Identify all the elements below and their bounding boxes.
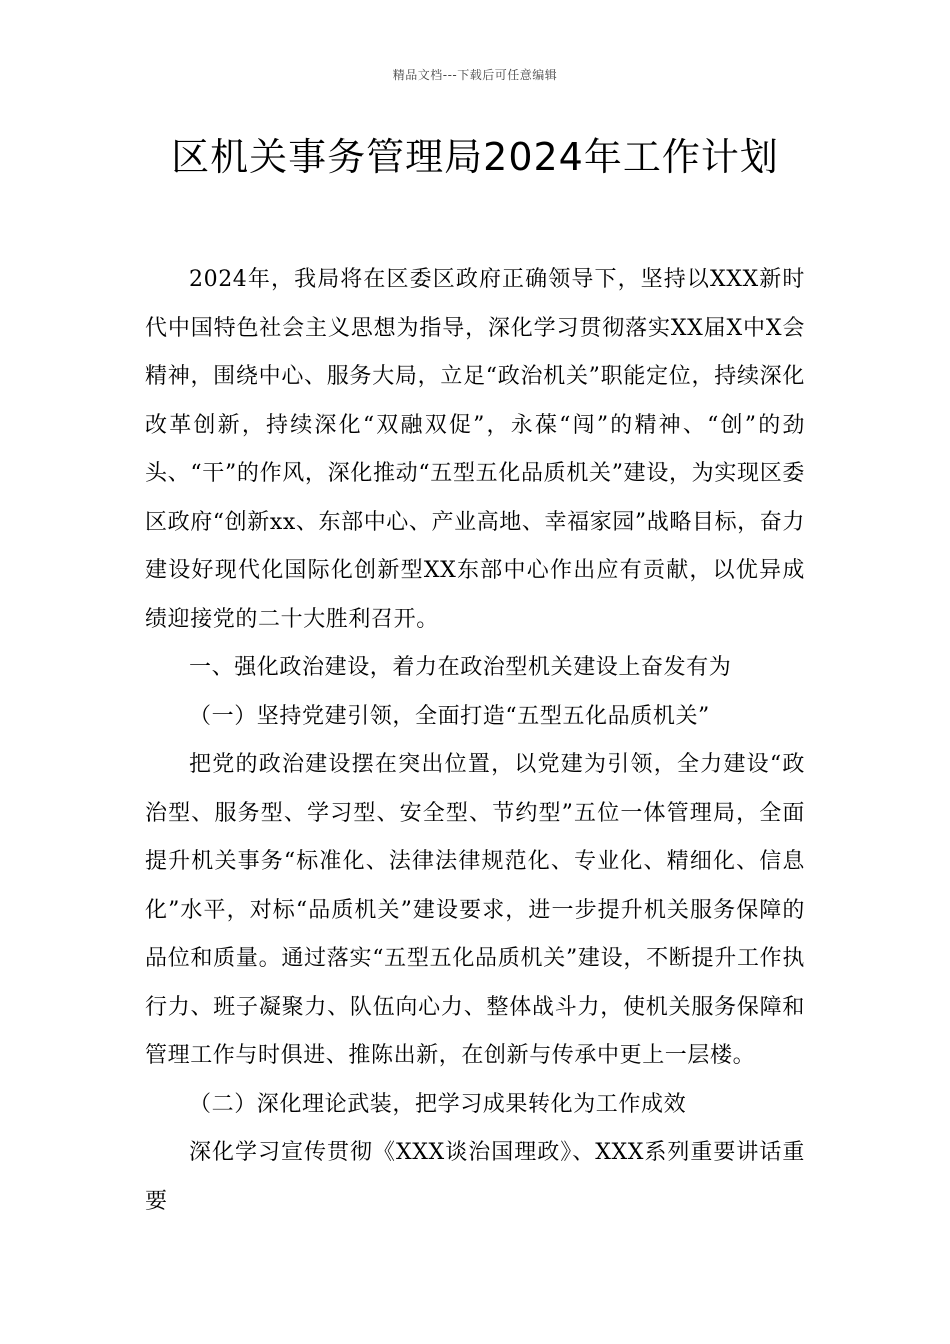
- body-paragraph-2: 深化学习宣传贯彻《XXX谈治国理政》、XXX系列重要讲话重要: [145, 1140, 805, 1214]
- body-paragraph-1: 把党的政治建设摆在突出位置，以党建为引领，全力建设“政治型、服务型、学习型、安全型、节约型”五位一体管理局，全面提升机关事务“标准化、法律法律规范化、专业化、精细化、信息化”水平，对标“品质机关”建设要求，进一步提升机关服务保障的品位和质量。通过落实“五型五化品质机关”建设，不断提升工作执行力、班子凝聚力、队伍向心力、整体战斗力，使机关服务保障和管理工作与时俱进、推陈出新，在创新与传承中更上一层楼。: [145, 752, 805, 1068]
- document-body: [145, 256, 805, 1226]
- section-heading-1: 一、强化政治建设，着力在政治型机关建设上奋发有为: [189, 655, 732, 680]
- document-title: 区机关事务管理局2024年工作计划: [171, 135, 779, 179]
- subsection-heading-1: （一）坚持党建引领，全面打造“五型五化品质机关”: [189, 703, 710, 729]
- document-header-note: 精品文档---下载后可任意编辑: [392, 68, 558, 82]
- subsection-heading-2: （二）深化理论武装，把学习成果转化为工作成效: [189, 1091, 687, 1117]
- intro-paragraph: 2024年，我局将在区委区政府正确领导下，坚持以XXX新时代中国特色社会主义思想为指导，深化学习贯彻落实XX届X中X会精神，围绕中心、服务大局，立足“政治机关”职能定位，持续深化改革创新，持续深化“双融双促”，永葆“闯”的精神、“创”的劲头、“干”的作风，深化推动“五型五化品质机关”建设，为实现区委区政府“创新xx、东部中心、产业高地、幸福家园”战略目标，奋力建设好现代化国际化创新型XX东部中心作出应有贡献，以优异成绩迎接党的二十大胜利召开。: [145, 267, 805, 632]
